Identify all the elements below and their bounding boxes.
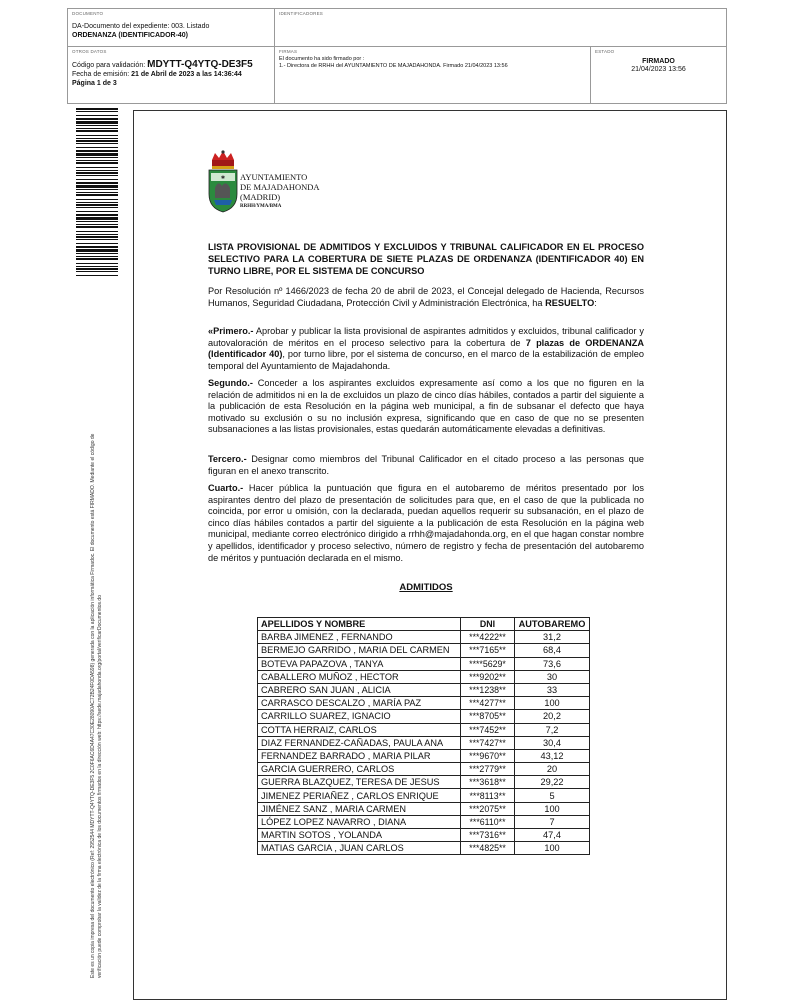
table-header-row [258,618,590,631]
barcode-bar [76,224,118,225]
table-row [258,802,590,815]
primero-bold: 7 plazas de ORDENANZA (Identificador 40) [208,337,644,360]
validation-code-line [72,60,270,70]
cell-nombre: DIAZ FERNANDEZ-CAÑADAS, PAULA ANA [258,736,461,749]
identificadores-label: IDENTIFICADORES [279,11,324,16]
cell-dni: ***7452** [461,723,515,736]
intro-paragraph [208,286,644,309]
documento-cell [68,9,275,47]
cell-dni: ****5629* [461,657,515,670]
primero-paragraph [208,326,644,372]
intro-end: : [594,297,597,308]
barcode-bar [76,256,118,257]
cell-nombre: GUERRA BLAZQUEZ, TERESA DE JESUS [258,776,461,789]
barcode-bar [76,231,118,232]
cell-nombre: MARTIN SOTOS , YOLANDA [258,829,461,842]
coat-of-arms-logo [206,150,240,214]
cell-dni: ***8705** [461,710,515,723]
cell-nombre: GARCIA GUERRERO, CARLOS [258,763,461,776]
barcode-bar [76,202,118,203]
document-title [208,241,644,277]
cell-dni: ***4222** [461,631,515,644]
barcode-bar [76,263,118,264]
table-row [258,631,590,644]
barcode-bar [76,221,118,222]
cell-dni: ***8113** [461,789,515,802]
admitidos-table [257,617,590,855]
firmas-line-1: El documento ha sido firmado por : [279,56,365,62]
barcode-bar [76,172,118,174]
barcode-bar [76,138,118,139]
barcode-bar [76,182,118,184]
header-autobaremo: AUTOBAREMO [515,618,590,631]
document-title-text: LISTA PROVISIONAL DE ADMITIDOS Y EXCLUIDOS Y TRIBUNAL CALIFICADOR EN EL PROCESO SELECTIVO PARA LA COBERTURA DE SIETE PLAZAS DE ORDENANZA (IDENTIFICADOR 40) EN TURNO LIBRE, POR EL SISTEMA DE CONCURSO [208,242,644,276]
cell-nombre: MATIAS GARCIA , JUAN CARLOS [258,842,461,855]
cell-dni: ***2779** [461,763,515,776]
barcode-bar [76,258,118,260]
table-row [258,683,590,696]
barcode-bar [76,153,118,156]
barcode-bar [76,246,118,248]
cell-autobaremo: 31,2 [515,631,590,644]
document-metadata-header [67,8,727,104]
cell-autobaremo: 100 [515,842,590,855]
logo-line-2: DE MAJADAHONDA [240,182,320,192]
cell-dni: ***9202** [461,670,515,683]
primero-label: «Primero.- [208,326,254,336]
cell-autobaremo: 43,12 [515,749,590,762]
cell-dni: ***7165** [461,644,515,657]
table-row [258,842,590,855]
table-row [258,829,590,842]
primero-text-b: , por turno libre, por el sistema de concurso, en el marco de la estabilización de empleo temporal del Ayuntamiento de Majadahonda. [208,349,644,371]
logo-line-1: AYUNTAMIENTO [240,172,308,182]
barcode-bar [76,204,118,206]
barcode-bar [76,214,118,216]
page-count: Página 1 de 3 [72,80,117,87]
barcode-bar [76,211,118,212]
barcode-bar [76,199,118,200]
cell-dni: ***4277** [461,697,515,710]
table-row [258,697,590,710]
cell-dni: ***6110** [461,815,515,828]
table-row [258,776,590,789]
barcode-bar [76,143,118,144]
barcode-bar [76,108,118,110]
barcode-bar [76,150,118,152]
barcode-bar [76,253,118,254]
cell-nombre: JIMENEZ PERIAÑEZ , CARLOS ENRIQUE [258,789,461,802]
cell-autobaremo: 30 [515,670,590,683]
issue-date-line [72,70,270,79]
barcode-bar [76,130,118,132]
cell-nombre: CABALLERO MUÑOZ , HECTOR [258,670,461,683]
table-row [258,763,590,776]
table-row [258,723,590,736]
cell-nombre: CABRERO SAN JUAN , ALICIA [258,683,461,696]
estado-label: ESTADO [595,49,615,54]
barcode-bar [76,243,118,244]
barcode-bar [76,162,118,164]
estado-date: 21/04/2023 13:56 [631,66,686,73]
barcode-bar [76,234,118,235]
cell-autobaremo: 20 [515,763,590,776]
primero-text-a: Aprobar y publicar la lista provisional de aspirantes admitidos y excluidos, tribunal calificador y autovaloración de méritos en el proceso selectivo para la cobertura de [208,326,644,348]
barcode-bar [76,217,118,220]
cell-nombre: FERNANDEZ BARRADO , MARIA PILAR [258,749,461,762]
cell-nombre: BOTEVA PAPAZOVA , TANYA [258,657,461,670]
documento-line-2: ORDENANZA (IDENTIFICADOR-40) [72,32,189,39]
cell-autobaremo: 30,4 [515,736,590,749]
cell-nombre: BERMEJO GARRIDO , MARIA DEL CARMEN [258,644,461,657]
side-verification-text [90,298,103,978]
cell-dni: ***4825** [461,842,515,855]
segundo-paragraph [208,378,644,436]
table-row [258,736,590,749]
table-row [258,815,590,828]
cell-autobaremo: 100 [515,802,590,815]
barcode-bar [76,189,118,190]
table-row [258,789,590,802]
cell-autobaremo: 29,22 [515,776,590,789]
cell-nombre: BARBA JIMENEZ , FERNANDO [258,631,461,644]
table-row [258,670,590,683]
cell-dni: ***1238** [461,683,515,696]
barcode-bar [76,236,118,238]
validation-prefix: Código para validación: [72,62,146,69]
barcode-bar [76,115,118,116]
logo-line-4: RRHH/YMA/BMA [240,204,282,209]
barcode-bar [76,111,118,112]
segundo-text: Conceder a los aspirantes excluidos expresamente así como a los que no figuren en la relación de admitidos ni en la de excluidos un plazo de cinco días hábiles, contados a partir del siguiente a la publicación de esta Resolución en la página web municipal, a fin de subsanar el defecto que haya motivado su exclusión o su no inclusión expresa, significando que en caso de que no se presenten subsanaciones a las listas provisionales, estas quedarán automáticamente elevadas a definitivas. [208,378,644,435]
svg-text:✱: ✱ [220,176,226,181]
side-text-line-2: verificación puede comprobar la validez de la firma electrónica de los documentos firmados en la dirección web: https://sede.majadahonda.org/portal/verificarDocumentos.do [96,595,103,978]
barcode-bar [76,167,118,168]
cell-dni: ***7427** [461,736,515,749]
cell-autobaremo: 73,6 [515,657,590,670]
barcode [76,108,118,278]
cell-dni: ***9670** [461,749,515,762]
tercero-paragraph [208,454,644,477]
tercero-label: Tercero.- [208,454,247,464]
barcode-bar [76,179,118,180]
barcode-bar [76,118,118,120]
barcode-bar [76,192,118,193]
barcode-bar [76,185,118,188]
barcode-bar [76,207,118,208]
estado-value: FIRMADO [642,58,675,65]
table-row [258,710,590,723]
cell-autobaremo: 100 [515,697,590,710]
intro-text: Por Resolución nº 1466/2023 de fecha 20 de abril de 2023, el Concejal delegado de Hacienda, Recursos Humanos, Seguridad Ciudadana, Protección Civil y Administración Electrónica, ha [208,286,644,308]
barcode-bar [76,128,118,129]
cell-dni: ***2075** [461,802,515,815]
otros-datos-label: OTROS DATOS [72,49,107,54]
estado-cell [591,47,726,103]
barcode-bar [76,160,118,161]
firmas-label: FIRMAS [279,49,298,54]
cell-nombre: JIMÉNEZ SANZ , MARIA CARMEN [258,802,461,815]
intro-bold: RESUELTO [545,297,595,308]
validation-code: MDYTT-Q4YTQ-DE3F5 [147,59,253,70]
table-row [258,749,590,762]
cell-autobaremo: 5 [515,789,590,802]
barcode-bar [76,226,118,228]
barcode-bar [76,157,118,158]
tercero-text: Designar como miembros del Tribunal Calificador en el citado proceso a las personas que figuran en el anexo transcrito. [208,454,644,476]
barcode-bar [76,194,118,196]
firmas-cell [275,47,591,103]
barcode-bar [76,266,118,267]
table-row [258,644,590,657]
admitidos-heading: ADMITIDOS [399,582,453,593]
barcode-bar [76,121,118,124]
cuarto-text: Hacer pública la puntuación que figura en el autobaremo de méritos presentado por los aspirantes dentro del plazo de presentación de solicitudes para que, en el caso de que la publicada no coincida, por error u omisión, con la declarada, puedan aquellos requerir su subsanación, en el plazo de cinco días hábiles contados a partir del siguiente a la publicación de esta Resolución en la página web municipal, mediante correo electrónico dirigido a rrhh@majadahonda.org, en el que hagan constar nombre y apellidos, identificador y proceso selectivo, número de registro y fecha de presentación del autobaremo de méritos y puntuación declarada en el mismo. [208,483,644,563]
cell-nombre: LÓPEZ LOPEZ NAVARRO , DIANA [258,815,461,828]
cell-dni: ***3618** [461,776,515,789]
barcode-bar [76,125,118,126]
documento-line-1: DA-Documento del expediente: 003. Listado [72,23,210,30]
cuarto-paragraph [208,483,644,564]
firmas-line-2: 1.- Directora de RRHH del AYUNTAMIENTO DE MAJADAHONDA. Firmado 21/04/2023 13:56 [279,63,508,69]
cell-autobaremo: 20,2 [515,710,590,723]
municipality-name [240,172,320,212]
cell-autobaremo: 7 [515,815,590,828]
barcode-bar [76,271,118,272]
cell-autobaremo: 47,4 [515,829,590,842]
cell-nombre: CARRASCO DESCALZO , MARÍA PAZ [258,697,461,710]
barcode-bar [76,135,118,136]
cell-autobaremo: 7,2 [515,723,590,736]
cell-nombre: CARRILLO SUAREZ, IGNACIO [258,710,461,723]
cell-autobaremo: 33 [515,683,590,696]
barcode-bar [76,147,118,148]
barcode-bar [76,249,118,252]
barcode-bar [76,275,118,276]
barcode-bar [76,239,118,240]
cell-dni: ***7316** [461,829,515,842]
table-row [258,657,590,670]
cell-nombre: COTTA HERRAIZ, CARLOS [258,723,461,736]
header-dni: DNI [461,618,515,631]
otros-datos-cell [68,47,275,103]
logo-line-3: (MADRID) [240,192,281,202]
barcode-bar [76,175,118,176]
barcode-bar [76,170,118,171]
documento-label: DOCUMENTO [72,11,104,16]
barcode-bar [76,268,118,270]
side-text-line-1: Este es un copia impresa del documento electrónico (Ref: 2952544 MDYTT-Q4YTQ-DE3F5 2C0F6AC6D4A47C30E28090AC72B24F0DA598) generada con la aplicación informática Firmadoc. El documento está FIRMADO. Mediante el código de [90,433,96,978]
issue-date-prefix: Fecha de emisión: [72,71,130,78]
barcode-bar [76,140,118,142]
cuarto-label: Cuarto.- [208,483,244,493]
header-apellidos: APELLIDOS Y NOMBRE [258,618,461,631]
identificadores-cell [275,9,726,47]
cell-autobaremo: 68,4 [515,644,590,657]
issue-date-value: 21 de Abril de 2023 a las 14:36:44 [131,71,242,78]
segundo-label: Segundo.- [208,378,253,388]
